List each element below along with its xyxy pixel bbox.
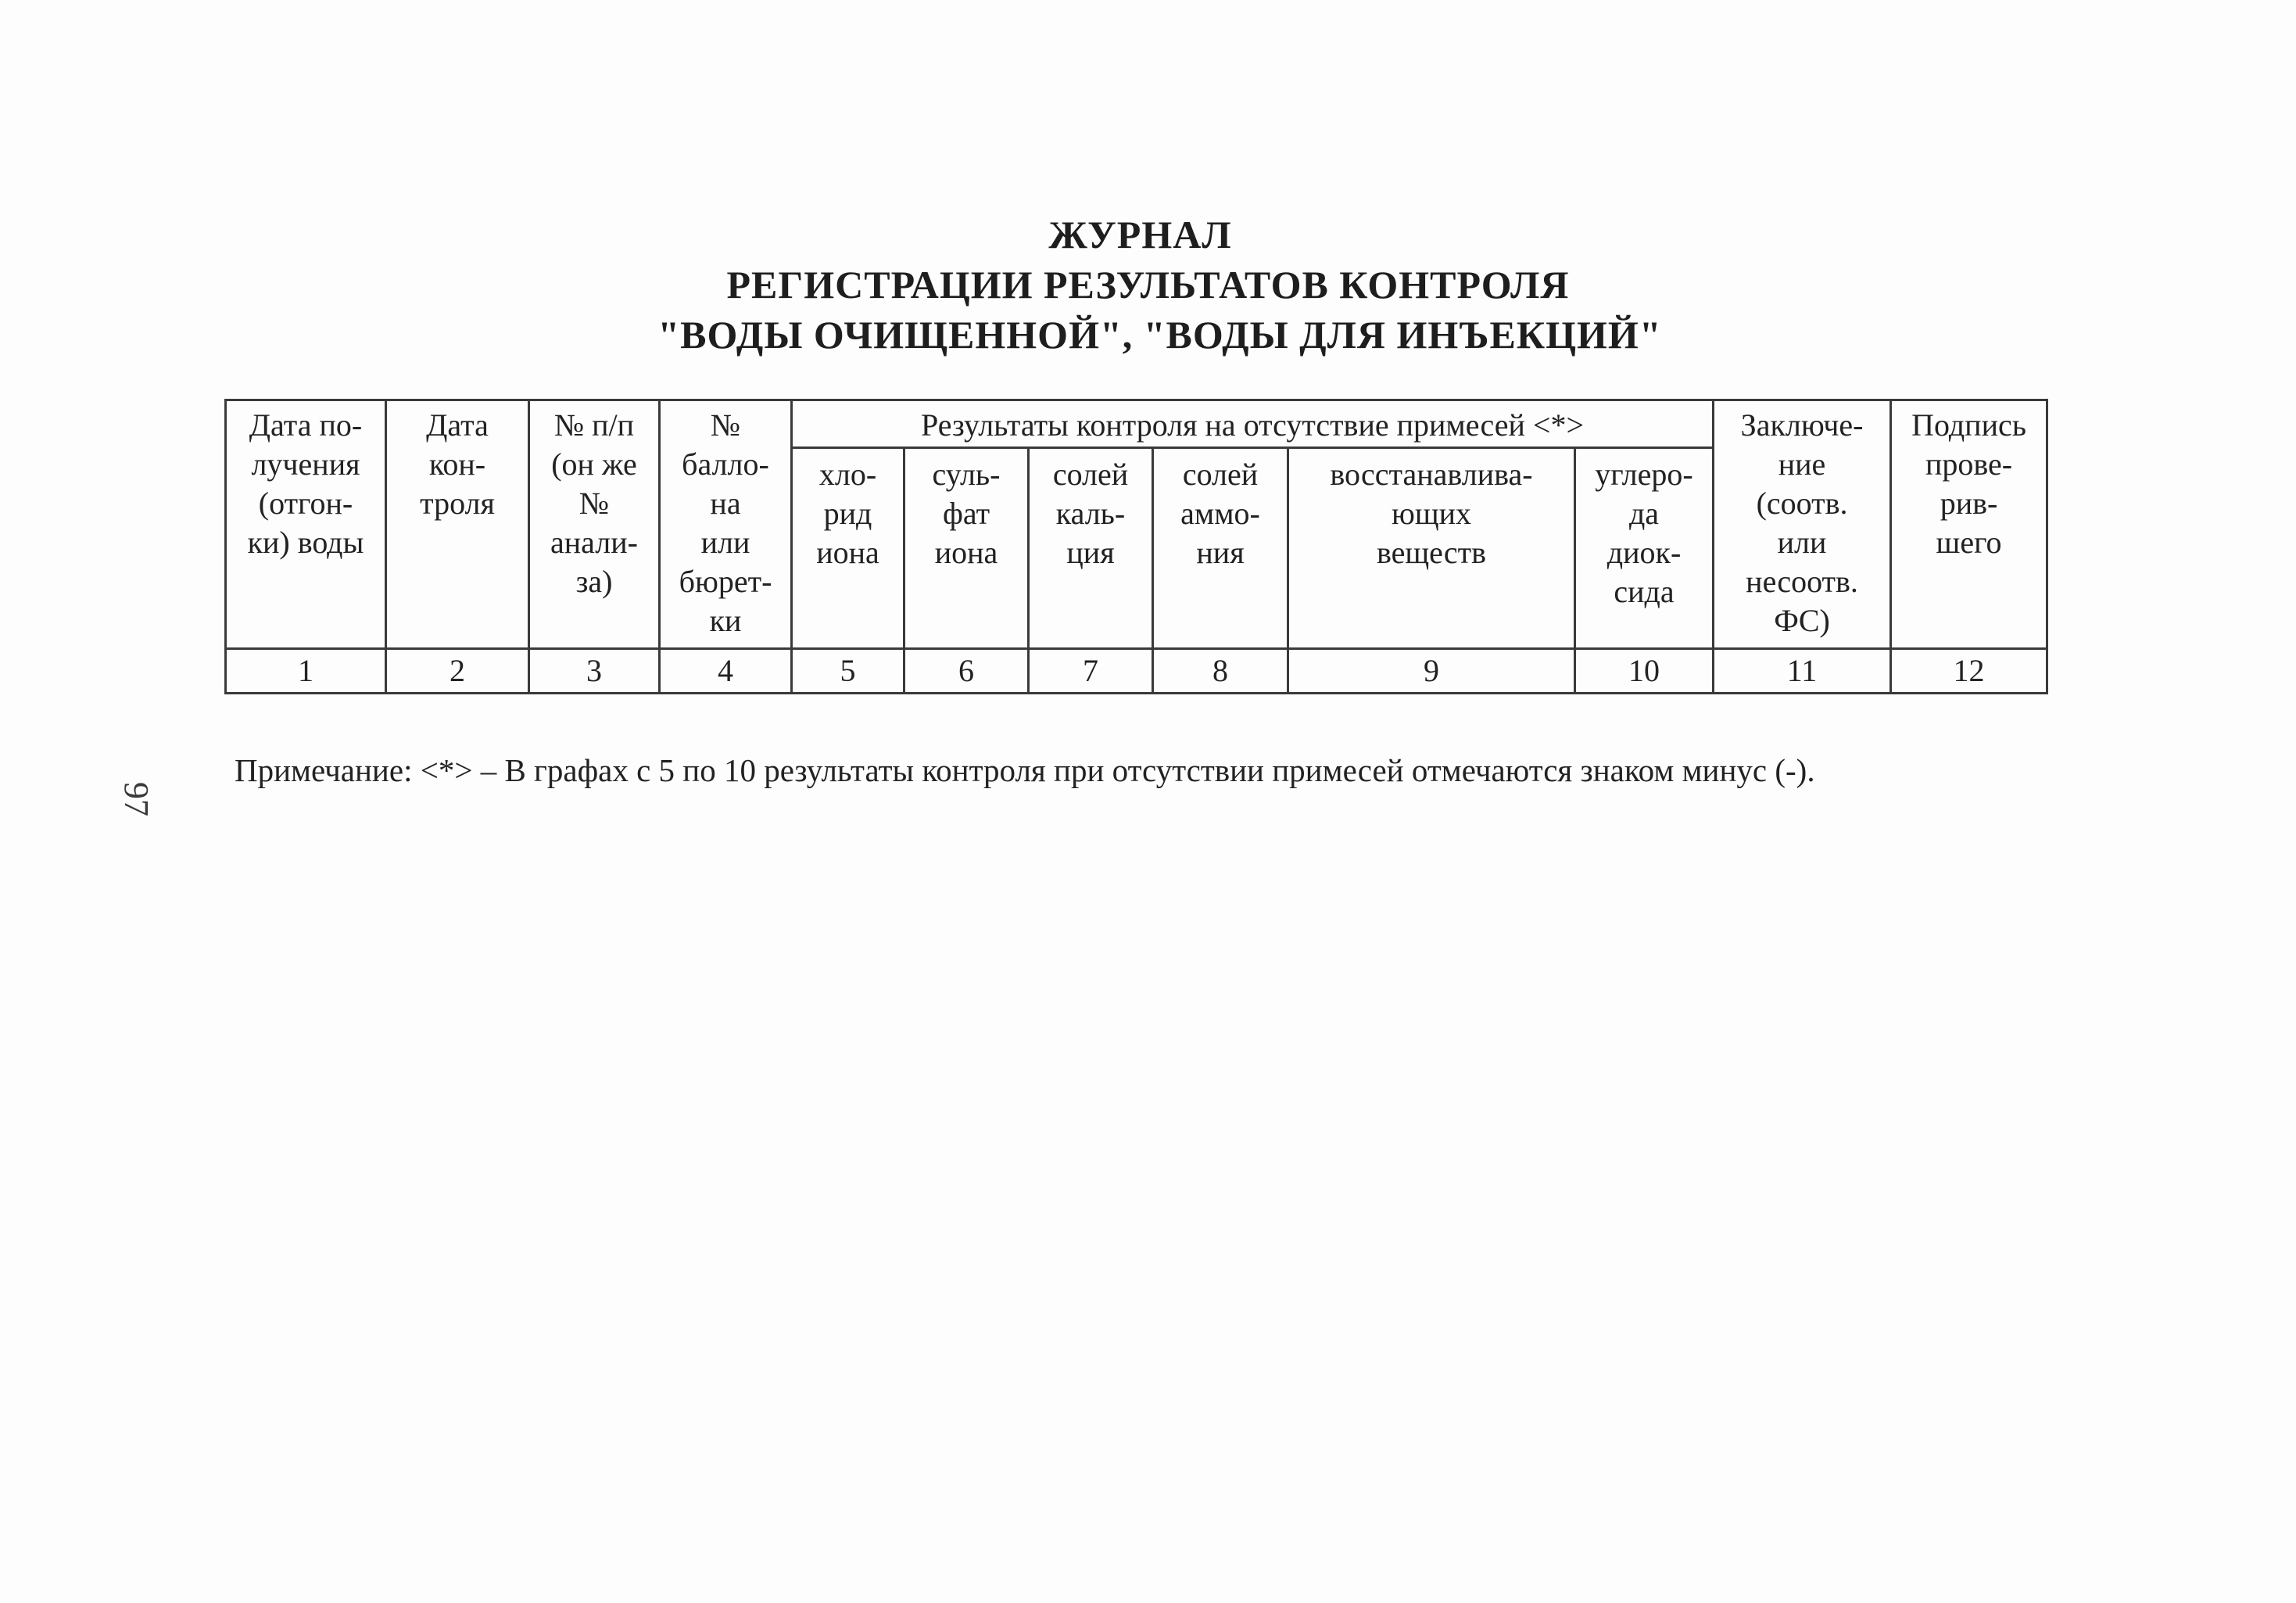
column-header: углеро- да диок- сида [1575, 448, 1714, 649]
title-line-2: РЕГИСТРАЦИИ РЕЗУЛЬТАТОВ КОНТРОЛЯ [726, 263, 1570, 307]
column-header: хло- рид иона [792, 448, 904, 649]
column-number: 6 [904, 649, 1029, 694]
column-header: № балло- на или бюрет- ки [660, 400, 792, 649]
journal-table [224, 399, 2048, 694]
column-number: 7 [1029, 649, 1153, 694]
column-header: Заключе- ние (соотв. или несоотв. ФС) [1714, 400, 1891, 649]
column-number-row [226, 649, 2047, 694]
column-header: Подпись прове- рив- шего [1891, 400, 2047, 649]
column-header: № п/п (он же № анали- за) [529, 400, 660, 649]
group-header: Результаты контроля на отсутствие примесей <*> [792, 400, 1714, 448]
column-number: 3 [529, 649, 660, 694]
page-number: 97 [117, 782, 156, 816]
table-header-row [226, 400, 2047, 448]
column-number: 4 [660, 649, 792, 694]
column-header: суль- фат иона [904, 448, 1029, 649]
column-header: Дата по- лучения (отгон- ки) воды [226, 400, 386, 649]
column-number: 1 [226, 649, 386, 694]
column-number: 2 [386, 649, 529, 694]
column-number: 10 [1575, 649, 1714, 694]
table-note: Примечание: <*> – В графах с 5 по 10 результаты контроля при отсутствии примесей отмечаются знаком минус (-). [235, 752, 1815, 788]
column-number: 9 [1288, 649, 1575, 694]
column-header: солей аммо- ния [1153, 448, 1288, 649]
column-number: 12 [1891, 649, 2047, 694]
column-header: восстанавлива- ющих веществ [1288, 448, 1575, 649]
title-line-1: ЖУРНАЛ [1048, 213, 1232, 256]
title-line-3: "ВОДЫ ОЧИЩЕННОЙ", "ВОДЫ ДЛЯ ИНЪЕКЦИЙ" [657, 313, 1662, 357]
column-number: 8 [1153, 649, 1288, 694]
column-number: 11 [1714, 649, 1891, 694]
column-header: Дата кон- троля [386, 400, 529, 649]
journal-title [0, 210, 2296, 360]
column-header: солей каль- ция [1029, 448, 1153, 649]
column-number: 5 [792, 649, 904, 694]
